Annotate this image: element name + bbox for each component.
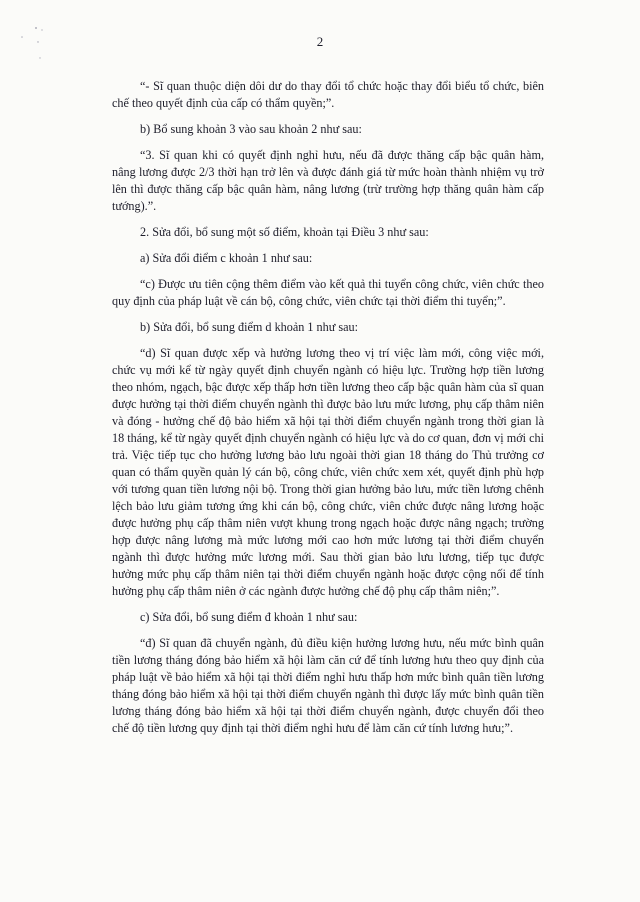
- paragraph: “3. Sĩ quan khi có quyết định nghỉ hưu, nếu đã được thăng cấp bậc quân hàm, nâng lương được 2/3 thời hạn trở lên và được đánh giá từ mức hoàn thành nhiệm vụ trở lên thì được thăng cấp bậc quân hàm, nâng lương (trừ trường hợp thăng quân hàm cấp tướng).”.: [112, 148, 544, 213]
- paragraph: 2. Sửa đổi, bổ sung một số điểm, khoản tại Điều 3 như sau:: [140, 225, 429, 239]
- page-number: 2: [316, 34, 324, 49]
- paragraph: c) Sửa đổi, bổ sung điểm đ khoản 1 như sau:: [140, 610, 358, 624]
- paragraph: b) Bổ sung khoản 3 vào sau khoản 2 như sau:: [140, 122, 362, 136]
- document-body: [112, 78, 544, 746]
- paragraph: “đ) Sĩ quan đã chuyển ngành, đủ điều kiện hưởng lương hưu, nếu mức bình quân tiền lương tháng đóng bảo hiểm xã hội làm căn cứ để tính lương hưu theo quy định của pháp luật về bảo hiểm xã hội tại thời điểm nghỉ hưu thấp hơn mức bình quân tiền lương tháng đóng bảo hiểm xã hội tại thời điểm chuyển ngành thì được lấy mức bình quân tiền lương tháng đóng bảo hiểm xã hội tại thời điểm chuyển ngành, được chuyển đổi theo chế độ tiền lương quy định tại thời điểm nghỉ hưu để làm căn cứ tính lương hưu;”.: [112, 636, 544, 735]
- paragraph: b) Sửa đổi, bổ sung điểm d khoản 1 như sau:: [140, 320, 359, 334]
- paragraph: a) Sửa đổi điểm c khoản 1 như sau:: [140, 251, 313, 265]
- paragraph: “d) Sĩ quan được xếp và hưởng lương theo vị trí việc làm mới, công việc mới, chức vụ mới kể từ ngày quyết định chuyển ngành có hiệu lực. Trường hợp tiền lương theo nhóm, ngạch, bậc được xếp thấp hơn tiền lương theo cấp bậc quân hàm của sĩ quan được hưởng tại thời điểm chuyển ngành thì được bảo lưu mức lương, phụ cấp thâm niên và đóng - hưởng chế độ bảo hiểm xã hội tại thời điểm chuyển ngành trong thời gian là 18 tháng, kể từ ngày quyết định chuyển ngành có hiệu lực và do cơ quan, đơn vị mới chi trả. Việc tiếp tục cho hưởng lương bảo lưu ngoài thời gian 18 tháng do Thủ trưởng cơ quan có thẩm quyền quản lý cán bộ, công chức, viên chức xem xét, quyết định phù hợp với tương quan tiền lương nội bộ. Trong thời gian hưởng bảo lưu, mức tiền lương chênh lệch bảo lưu giảm tương ứng khi cán bộ, công chức, viên chức được nâng lương hoặc được hưởng phụ cấp thâm niên vượt khung trong ngạch hoặc được nâng ngạch; trường hợp được nâng lương mà mức lương mới cao hơn mức lương tại thời điểm chuyển ngành thì được hưởng mức lương mới. Sau thời gian bảo lưu lương, tiếp tục được hưởng mức phụ cấp thâm niên tại thời điểm chuyển ngành hoặc được cộng nối để tính hưởng phụ cấp thâm niên ở các ngành được hưởng chế độ phụ cấp thâm niên;”.: [112, 346, 544, 598]
- paragraph: “- Sĩ quan thuộc diện dôi dư do thay đổi tổ chức hoặc thay đổi biểu tổ chức, biên chế theo quyết định của cấp có thẩm quyền;”.: [112, 79, 544, 110]
- paragraph: “c) Được ưu tiên cộng thêm điểm vào kết quả thi tuyển công chức, viên chức theo quy định của pháp luật về cán bộ, công chức, viên chức tại thời điểm thi tuyển;”.: [112, 277, 544, 308]
